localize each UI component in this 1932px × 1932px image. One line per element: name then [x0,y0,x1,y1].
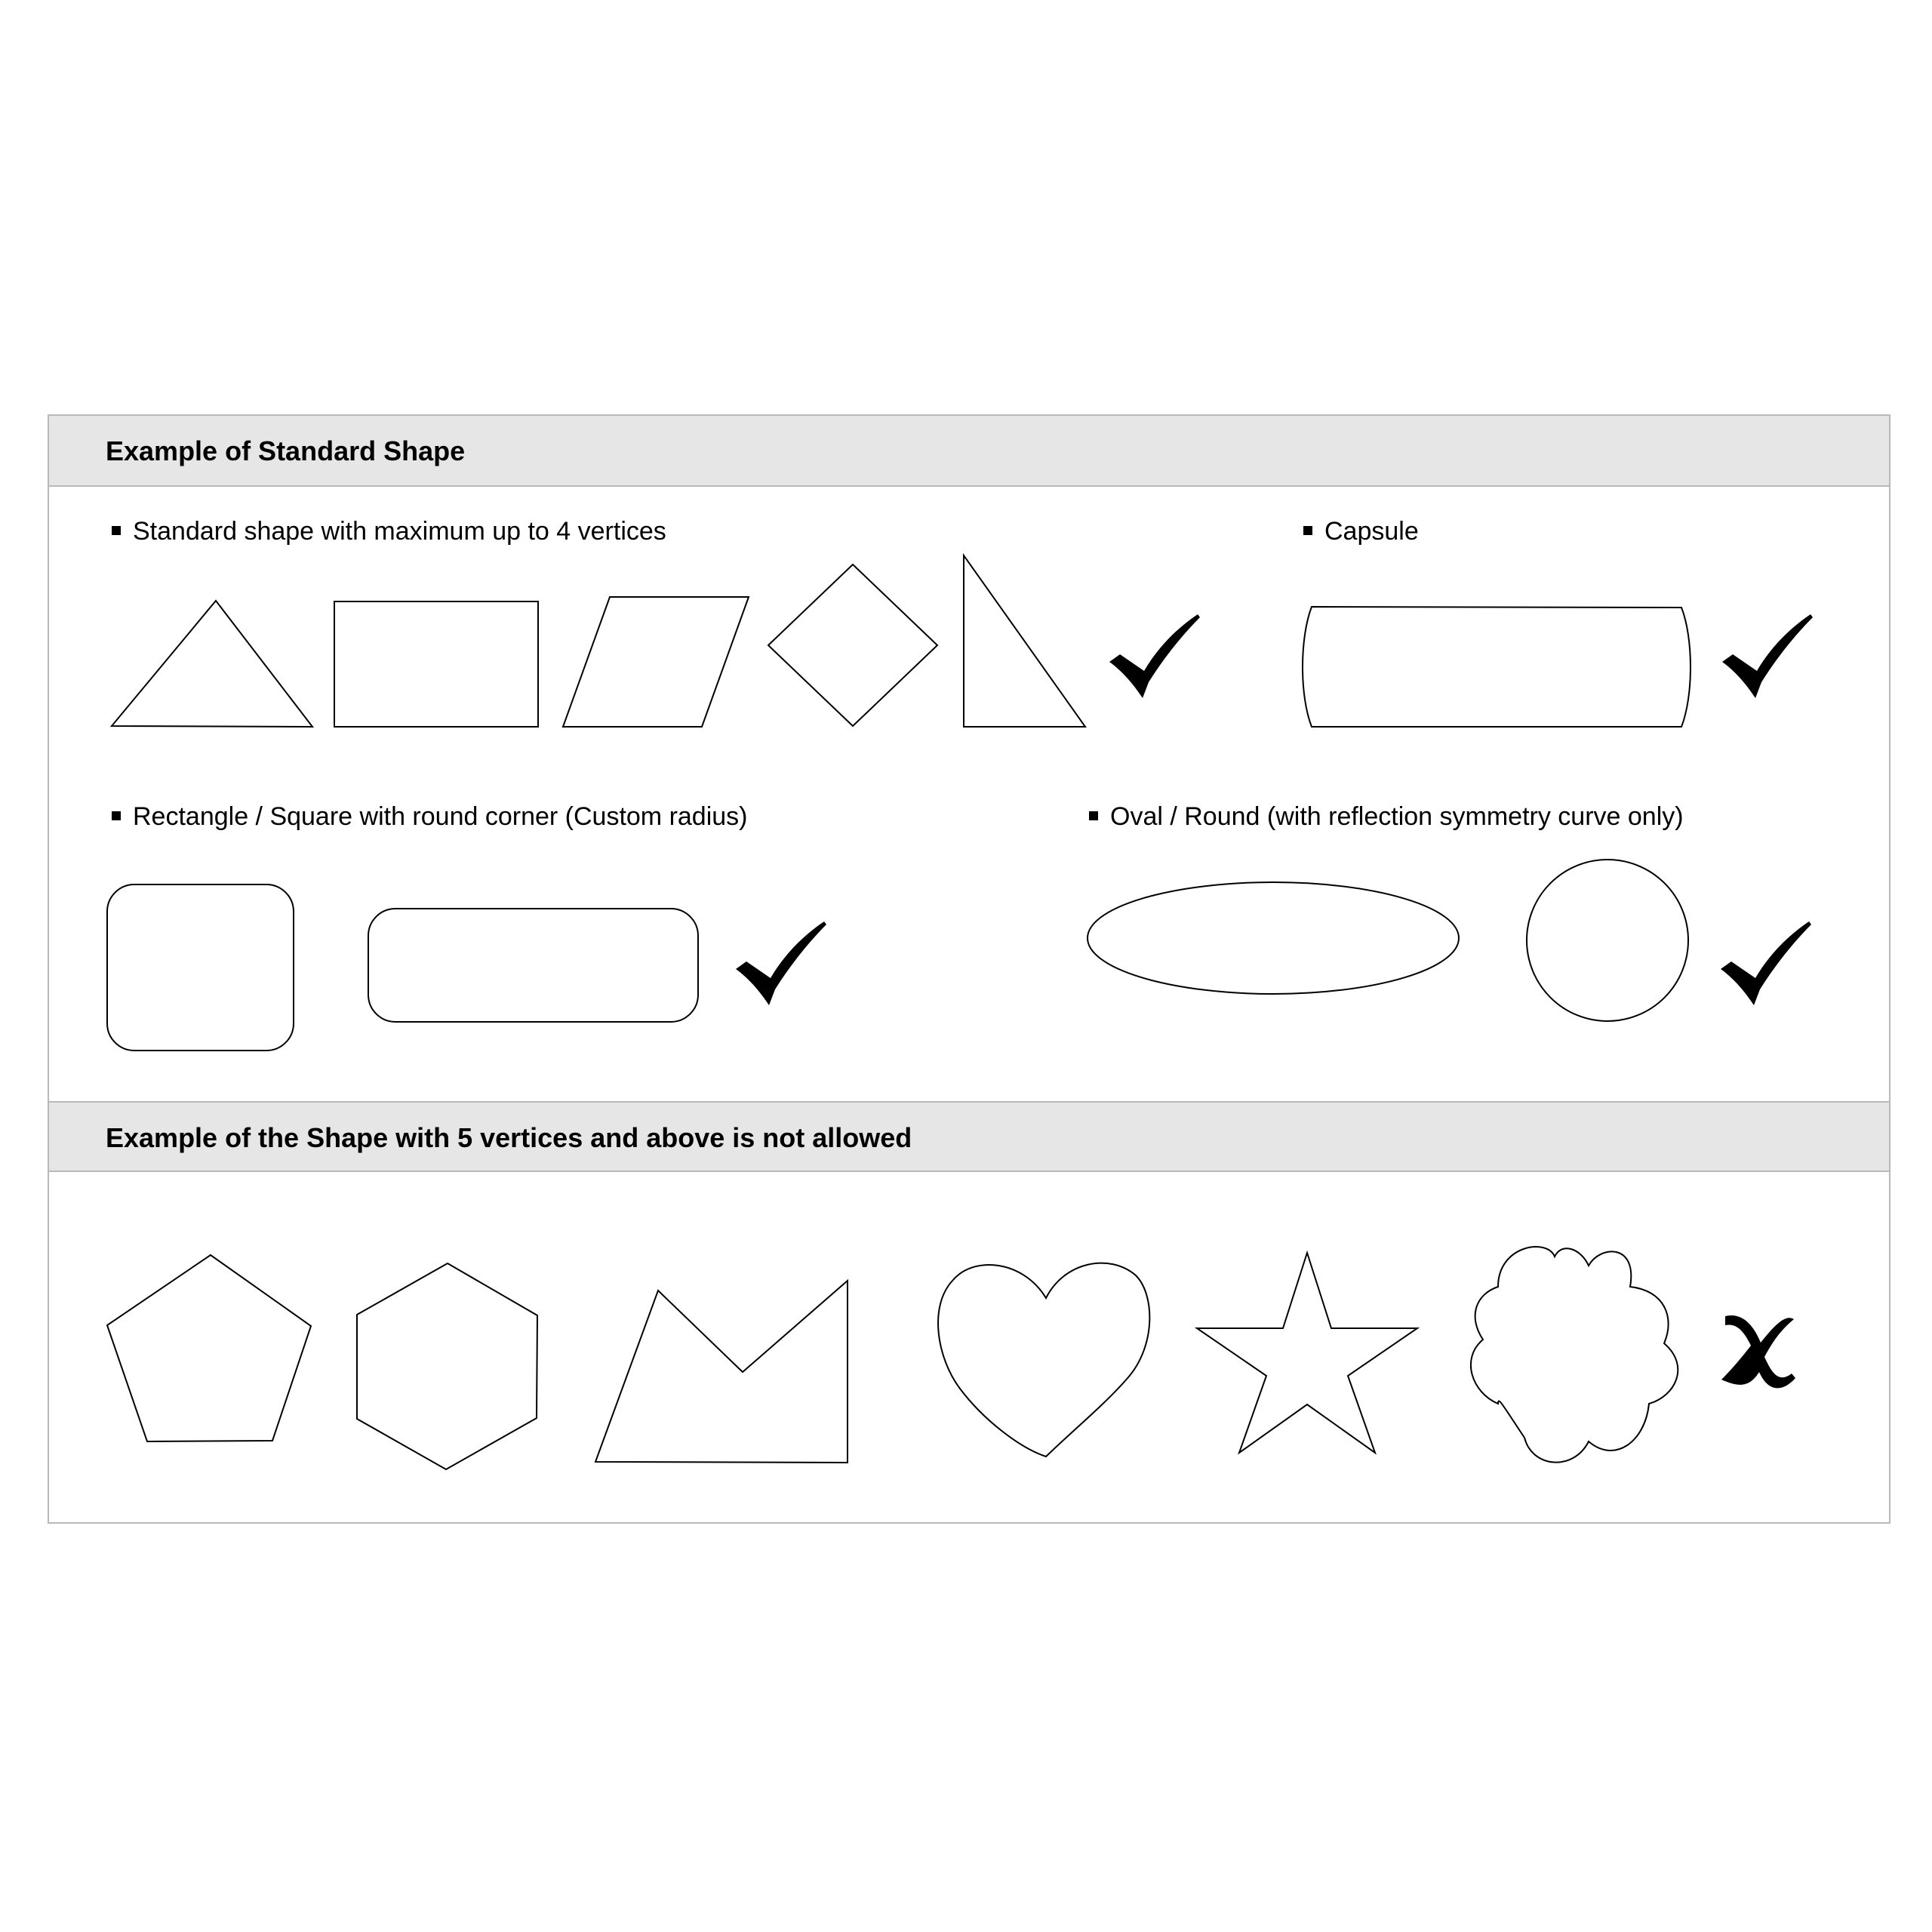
rounded-square-icon [107,884,294,1051]
circle-icon [1527,860,1688,1021]
section-title-standard: Example of Standard Shape [106,435,466,466]
bullet-label: Capsule [1324,517,1419,546]
bullet-label: Oval / Round (with reflection symmetry curve only) [1110,802,1684,831]
rounded-rectangle-icon [368,909,698,1022]
right-triangle-icon [964,555,1085,727]
pentagon-icon [107,1255,311,1441]
diamond-icon [768,565,937,726]
irregular-polygon-icon [595,1281,848,1463]
triangle-icon [112,601,312,727]
check-icon [1109,614,1200,698]
flower-icon [1471,1247,1678,1463]
check-icon [736,921,826,1005]
cross-icon [1721,1315,1795,1388]
parallelogram-icon [563,597,749,727]
hexagon-icon [357,1263,537,1469]
star-icon [1197,1253,1417,1453]
bullet-label: Standard shape with maximum up to 4 vertices [133,517,666,546]
check-icon [1722,614,1813,698]
bullet-label: Rectangle / Square with round corner (Custom radius) [133,802,748,831]
oval-icon [1088,882,1459,994]
rectangle-icon [334,601,538,727]
capsule-icon [1303,607,1690,727]
heart-icon [938,1263,1149,1457]
section-title-not-allowed: Example of the Shape with 5 vertices and above is not allowed [106,1122,912,1153]
check-icon [1721,921,1811,1005]
